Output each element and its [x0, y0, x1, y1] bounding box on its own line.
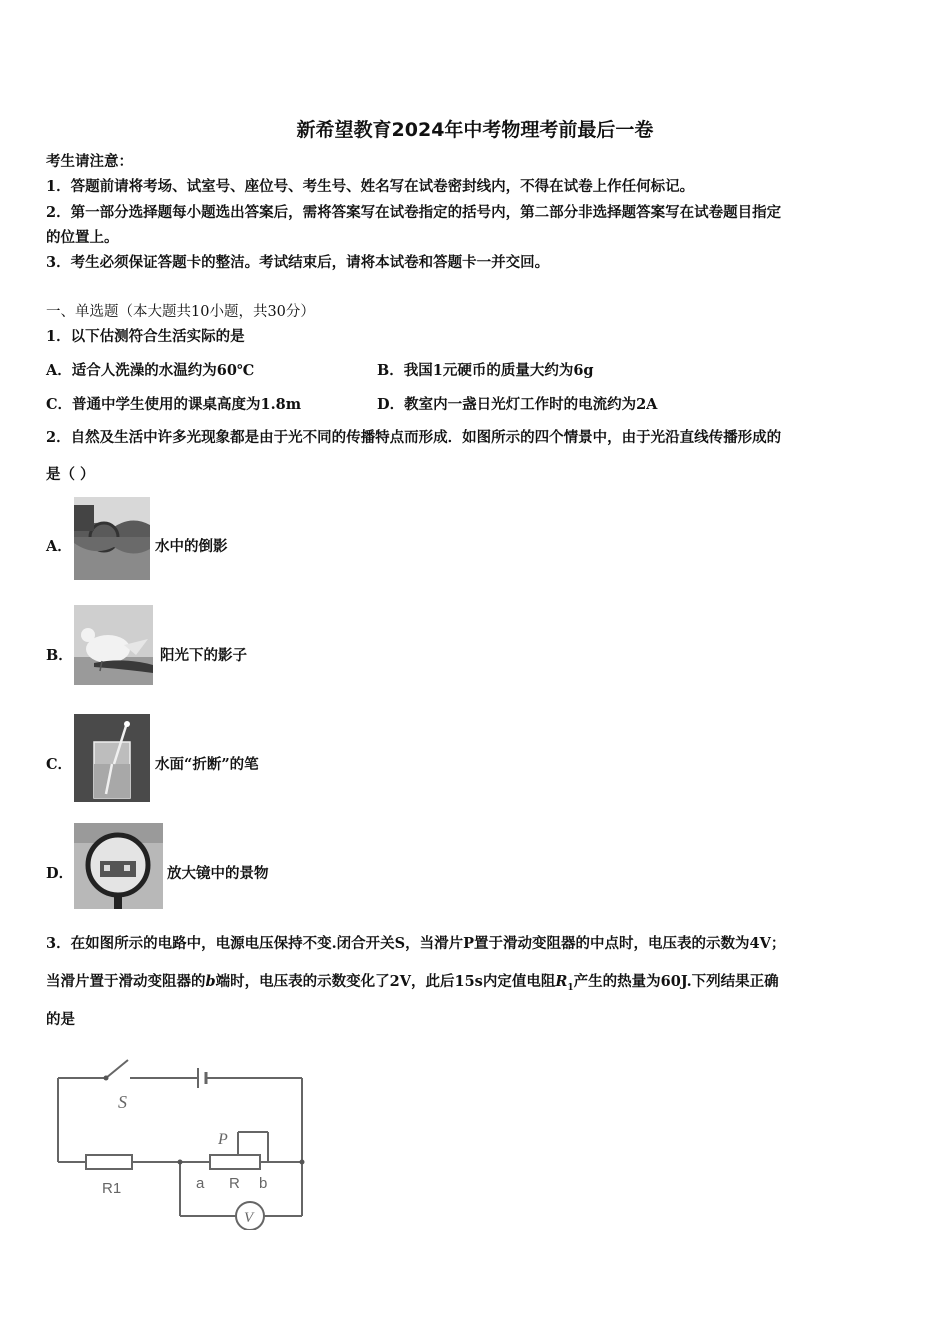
- q2-option-d-text: 放大镜中的景物: [167, 865, 269, 882]
- q3-var-b: b: [205, 973, 216, 990]
- switch-contact: [104, 1076, 109, 1081]
- notice-item: 的位置上。: [46, 229, 119, 246]
- magnifier-photo: [74, 823, 163, 909]
- circuit-diagram: [50, 1050, 320, 1230]
- q1-option-d: D．教室内一盏日光灯工作时的电流约为2A: [377, 396, 658, 413]
- reflection-photo: [74, 497, 150, 580]
- q2-option-b-text: 阳光下的影子: [160, 647, 247, 664]
- question-3-stem: 3．在如图所示的电路中，电源电压保持不变.闭合开关S，当滑片P置于滑动变阻器的中点时，电压表的示数为4V；: [46, 935, 786, 952]
- page-title: 新希望教育2024年中考物理考前最后一卷: [296, 119, 654, 141]
- end-b-label: b: [259, 1175, 268, 1192]
- switch-label: S: [118, 1092, 127, 1112]
- question-3-stem-cont: [46, 972, 779, 998]
- r1-label: R1: [102, 1180, 122, 1197]
- q3-subscript: 1: [567, 982, 574, 993]
- question-2-stem-cont: 是（ ）: [46, 466, 95, 483]
- slider-label: P: [218, 1131, 228, 1148]
- notice-item: 3．考生必须保证答题卡的整洁。考试结束后，请将本试卷和答题卡一并交回。: [46, 254, 550, 271]
- pencil-glass-photo: [74, 714, 150, 802]
- q2-option-a-text: 水中的倒影: [155, 538, 228, 555]
- question-2-stem: 2．自然及生活中许多光现象都是由于光不同的传播特点而形成．如图所示的四个情景中，由于光沿直线传播形成的: [46, 429, 782, 446]
- q2-option-c-text: 水面“折断”的笔: [155, 756, 259, 773]
- q2-option-d-letter: D．: [46, 865, 74, 882]
- section-heading: 一、单选题（本大题共10小题，共30分）: [46, 304, 315, 320]
- q3-text: 产生的热量为60J.下列结果正确: [573, 973, 779, 990]
- q3-var-r: R: [555, 973, 568, 990]
- q3-text: 当滑片置于滑动变阻器的: [46, 973, 206, 990]
- voltmeter-label: V: [244, 1210, 254, 1226]
- junction-node: [300, 1160, 305, 1165]
- end-a-label: a: [196, 1175, 205, 1192]
- notice-item: 2．第一部分选择题每小题选出答案后，需将答案写在试卷指定的括号内，第二部分非选择题答案写在试卷题目指定: [46, 204, 782, 221]
- q1-option-b: B．我国1元硬币的质量大约为6g: [377, 362, 594, 379]
- notice-heading: 考生请注意：: [46, 153, 133, 170]
- rheostat-label: R: [229, 1175, 240, 1192]
- junction-node: [178, 1160, 183, 1165]
- question-1-stem: 1．以下估测符合生活实际的是: [46, 328, 245, 345]
- q2-option-a-letter: A．: [46, 538, 72, 555]
- q1-option-c: C．普通中学生使用的课桌高度为1.8m: [46, 396, 302, 413]
- question-3-stem-end: 的是: [46, 1011, 75, 1028]
- notice-item: 1．答题前请将考场、试室号、座位号、考生号、姓名写在试卷密封线内，不得在试卷上作任何标记。: [46, 178, 695, 195]
- q3-text: 端时，电压表的示数变化了2V，此后15s内定值电阻: [215, 973, 556, 990]
- q2-option-c-letter: C．: [46, 756, 73, 773]
- shadow-photo: [74, 605, 153, 685]
- q2-option-b-letter: B．: [46, 647, 73, 664]
- q1-option-a: A．适合人洗澡的水温约为60℃: [46, 362, 255, 379]
